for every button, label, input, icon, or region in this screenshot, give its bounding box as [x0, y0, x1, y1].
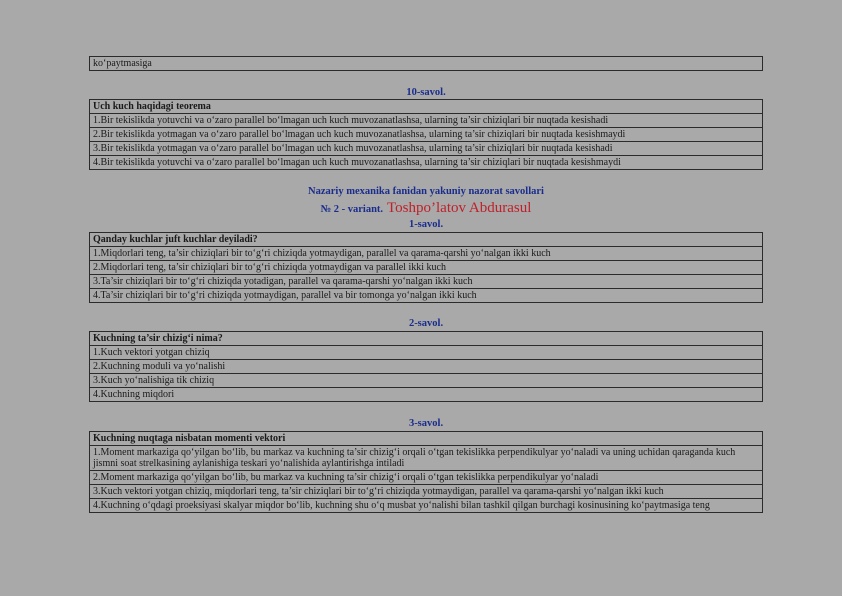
variant-line [89, 200, 763, 217]
q2-option-3: 3.Kuch yo‘nalishiga tik chiziq [90, 374, 763, 388]
student-name: Toshpo’latov Abdurasul [387, 200, 532, 216]
q3-heading: 3-savol. [408, 418, 444, 429]
top-fragment-cell: ko‘paytmasiga [90, 57, 763, 71]
q2-option-4: 4.Kuchning miqdori [90, 388, 763, 402]
q2-question: Kuchning ta’sir chizig‘i nima? [90, 332, 763, 346]
q1-option-2: 2.Miqdorlari teng, ta’sir chiziqlari bir to‘g‘ri chiziqda yotmaydigan va parallel ikki kuch [90, 261, 763, 275]
q10-heading: 10-savol. [406, 87, 446, 98]
q3-option-3: 3.Kuch vektori yotgan chiziq, miqdorlari teng, ta’sir chiziqlari bir to‘g‘ri chiziqda yotmaydigan, parallel va qarama-qarshi yo‘nalgan ikki kuch [90, 485, 763, 499]
q2-option-2: 2.Kuchning moduli va yo‘nalishi [90, 360, 763, 374]
q10-question: Uch kuch haqidagi teorema [90, 100, 763, 114]
q3-option-2: 2.Moment markaziga qo‘yilgan bo‘lib, bu markaz va kuchning ta’sir chizig‘i orqali o‘tgan tekislikka perpendikulyar yo‘naladi [90, 471, 763, 485]
q2-heading: 2-savol. [408, 318, 444, 329]
variant-label: № 2 - variant. [320, 204, 384, 215]
q2-option-1: 1.Kuch vektori yotgan chiziq [90, 346, 763, 360]
q3-option-4: 4.Kuchning o‘qdagi proeksiyasi skalyar miqdor bo‘lib, kuchning shu o‘q musbat yo‘nalishi bilan tashkil qilgan burchagi kosinusining ko‘paytmasiga teng [90, 499, 763, 513]
q10-table [89, 99, 763, 170]
q1-question: Qanday kuchlar juft kuchlar deyiladi? [90, 233, 763, 247]
q10-option-4: 4.Bir tekislikda yotuvchi va o‘zaro parallel bo‘lmagan uch kuch muvozanatlashsa, ularning ta’sir chiziqlari bir nuqtada kesishmaydi [90, 156, 763, 170]
q1-option-1: 1.Miqdorlari teng, ta’sir chiziqlari bir to‘g‘ri chiziqda yotmaydigan, parallel va qarama-qarshi yo‘nalgan ikki kuch [90, 247, 763, 261]
q10-option-1: 1.Bir tekislikda yotuvchi va o‘zaro parallel bo‘lmagan uch kuch muvozanatlashsa, ularning ta’sir chiziqlari bir nuqtada kesishadi [90, 114, 763, 128]
top-fragment-table [89, 56, 763, 71]
q1-option-4: 4.Ta’sir chiziqlari bir to‘g‘ri chiziqda yotmaydigan, parallel va bir tomonga yo‘nalgan ikki kuch [90, 289, 763, 303]
section-title: Nazariy mexanika fanidan yakuniy nazorat savollari [308, 186, 544, 197]
q10-option-3: 3.Bir tekislikda yotmagan va o‘zaro parallel bo‘lmagan uch kuch muvozanatlashsa, ularning ta’sir chiziqlari bir nuqtada kesishadi [90, 142, 763, 156]
q3-option-1: 1.Moment markaziga qo‘yilgan bo‘lib, bu markaz va kuchning ta’sir chizig‘i orqali o‘tgan tekislikka perpendikulyar yo‘naladi va uning uchidan qaraganda kuch jismni soat strelkasining aylanishiga teskari yo‘nalishida aylantirishga intiladi [90, 446, 763, 471]
q2-table [89, 331, 763, 402]
q1-heading: 1-savol. [408, 219, 444, 230]
q1-option-3: 3.Ta’sir chiziqlari bir to‘g‘ri chiziqda yotadigan, parallel va qarama-qarshi yo‘nalgan ikki kuch [90, 275, 763, 289]
q3-question: Kuchning nuqtaga nisbatan momenti vektori [90, 432, 763, 446]
q3-table [89, 431, 763, 513]
q1-table [89, 232, 763, 303]
q10-option-2: 2.Bir tekislikda yotmagan va o‘zaro parallel bo‘lmagan uch kuch muvozanatlashsa, ularning ta’sir chiziqlari bir nuqtada kesishmaydi [90, 128, 763, 142]
